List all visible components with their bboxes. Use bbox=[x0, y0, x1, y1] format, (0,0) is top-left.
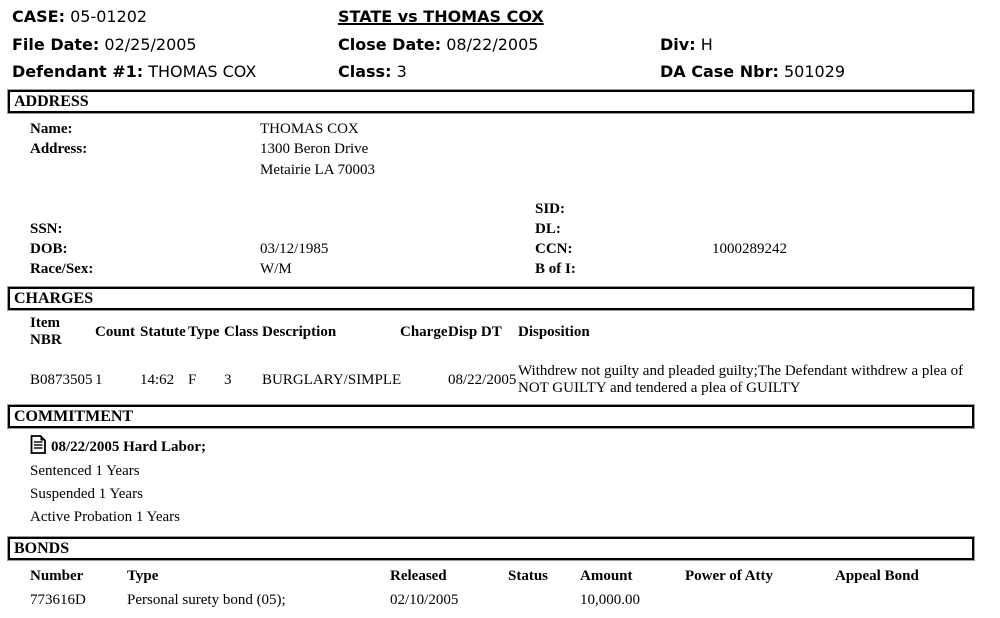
address-label: Address: bbox=[30, 141, 88, 157]
class-line bbox=[338, 62, 407, 81]
charge-type: F bbox=[188, 371, 197, 388]
close-date-label: Close Date: bbox=[338, 35, 442, 54]
bond-type: Personal surety bond (05); bbox=[127, 592, 286, 608]
charge-item-nbr: B0873505 bbox=[30, 371, 93, 388]
commitment-entry-title: 08/22/2005 Hard Labor; bbox=[51, 439, 207, 455]
commitment-probation: Active Probation 1 Years bbox=[30, 509, 180, 525]
file-date-line bbox=[12, 35, 197, 54]
name-value: THOMAS COX bbox=[260, 121, 359, 137]
close-date-value: 08/22/2005 bbox=[446, 35, 539, 54]
bond-amount: 10,000.00 bbox=[580, 592, 640, 608]
race-sex-value: W/M bbox=[260, 261, 292, 277]
bond-number: 773616D bbox=[30, 592, 86, 608]
charges-col-item-nbr: Item NBR bbox=[30, 315, 62, 348]
bond-released: 02/10/2005 bbox=[390, 592, 459, 608]
bond-power-of-atty bbox=[685, 592, 835, 609]
file-date-value: 02/25/2005 bbox=[104, 35, 197, 54]
case-label: CASE: bbox=[12, 7, 65, 26]
ccn-label: CCN: bbox=[535, 241, 573, 257]
address-line-1: 1300 Beron Drive bbox=[260, 141, 369, 157]
ccn-value: 1000289242 bbox=[712, 241, 787, 257]
class-label: Class: bbox=[338, 62, 392, 81]
charges-col-statute: Statute bbox=[140, 323, 186, 340]
dob-label: DOB: bbox=[30, 241, 68, 257]
div-value: H bbox=[700, 35, 713, 54]
charge-charge bbox=[400, 363, 448, 397]
name-label: Name: bbox=[30, 121, 73, 137]
charges-row bbox=[30, 363, 975, 397]
bonds-col-number: Number bbox=[30, 568, 84, 584]
defendant-value: THOMAS COX bbox=[148, 62, 257, 81]
class-value: 3 bbox=[396, 62, 407, 81]
bond-status bbox=[508, 592, 580, 609]
charge-count: 1 bbox=[95, 371, 103, 388]
charge-disp-dt: 08/22/2005 bbox=[448, 371, 517, 388]
case-value: 05-01202 bbox=[70, 7, 148, 26]
commitment-section-header: COMMITMENT bbox=[8, 405, 974, 428]
bonds-table bbox=[30, 568, 975, 609]
dob-value: 03/12/1985 bbox=[260, 241, 329, 257]
charges-col-disp-dt: Disp DT bbox=[448, 323, 502, 340]
address-line-2: Metairie LA 70003 bbox=[260, 162, 375, 178]
bonds-col-amount: Amount bbox=[580, 568, 633, 584]
charge-disposition: Withdrew not guilty and pleaded guilty;The Defendant withdrew a plea of NOT GUILTY and tendered a plea of GUILTY bbox=[518, 363, 964, 396]
charges-col-charge: Charge bbox=[400, 323, 448, 340]
defendant-line bbox=[12, 62, 256, 81]
div-line bbox=[660, 35, 713, 54]
bonds-col-released: Released bbox=[390, 568, 447, 584]
bond-appeal-bond bbox=[835, 592, 975, 609]
da-case-value: 501029 bbox=[783, 62, 846, 81]
address-section-header: ADDRESS bbox=[8, 90, 974, 113]
da-case-line bbox=[660, 62, 845, 81]
charge-class: 3 bbox=[224, 371, 232, 388]
bonds-row bbox=[30, 592, 975, 609]
commitment-suspended: Suspended 1 Years bbox=[30, 486, 143, 502]
charges-col-class: Class bbox=[224, 323, 259, 340]
document-icon bbox=[30, 435, 46, 454]
close-date-line bbox=[338, 35, 538, 54]
defendant-label: Defendant #1: bbox=[12, 62, 144, 81]
sid-label: SID: bbox=[535, 201, 566, 217]
charges-header-row bbox=[30, 315, 975, 363]
charges-col-disposition: Disposition bbox=[518, 323, 590, 340]
bonds-section-header: BONDS bbox=[8, 537, 974, 560]
charges-col-type: Type bbox=[188, 323, 220, 340]
bonds-col-status: Status bbox=[508, 568, 549, 584]
charges-col-description: Description bbox=[262, 323, 337, 340]
bonds-col-appeal-bond: Appeal Bond bbox=[835, 568, 919, 584]
charges-col-count: Count bbox=[95, 323, 136, 340]
b-of-i-label: B of I: bbox=[535, 261, 576, 277]
case-number-line bbox=[12, 7, 147, 26]
file-date-label: File Date: bbox=[12, 35, 100, 54]
charge-statute: 14:62 bbox=[140, 371, 175, 388]
charge-description: BURGLARY/SIMPLE bbox=[262, 371, 402, 388]
bonds-col-type: Type bbox=[127, 568, 159, 584]
dl-label: DL: bbox=[535, 221, 561, 237]
commitment-sentenced: Sentenced 1 Years bbox=[30, 463, 140, 479]
bonds-col-power-of-atty: Power of Atty bbox=[685, 568, 774, 584]
race-sex-label: Race/Sex: bbox=[30, 261, 94, 277]
charges-table bbox=[30, 315, 975, 397]
ssn-label: SSN: bbox=[30, 221, 63, 237]
commitment-entry bbox=[30, 435, 206, 456]
case-title: STATE vs THOMAS COX bbox=[338, 7, 544, 26]
div-label: Div: bbox=[660, 35, 696, 54]
da-case-label: DA Case Nbr: bbox=[660, 62, 779, 81]
charges-section-header: CHARGES bbox=[8, 287, 974, 310]
bonds-header-row bbox=[30, 568, 975, 592]
